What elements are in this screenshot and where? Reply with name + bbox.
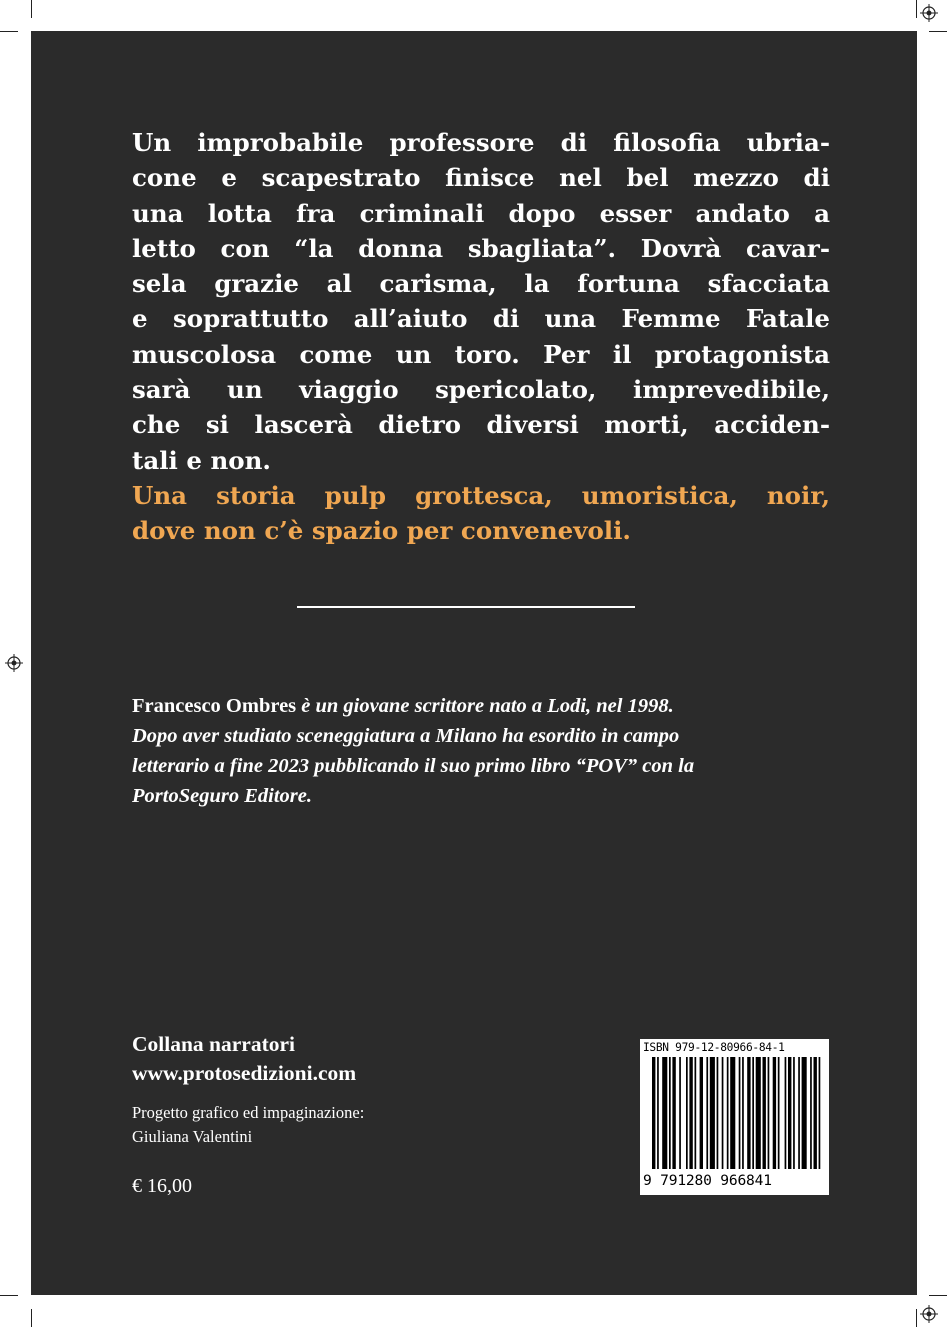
blurb-line: che si lascerà dietro diversi morti, acciden- <box>132 410 830 440</box>
blurb-line: cone e scapestrato finisce nel bel mezzo di <box>132 163 830 193</box>
barcode-bar <box>768 1057 770 1169</box>
blurb-line: tali e non. <box>132 445 271 475</box>
author-bio <box>132 691 830 811</box>
price: € 16,00 <box>132 1175 192 1197</box>
crop-mark <box>929 1295 947 1296</box>
crop-mark <box>31 1309 32 1327</box>
crop-mark <box>916 0 917 18</box>
barcode-bars <box>640 1057 829 1175</box>
back-cover <box>31 31 944 1295</box>
barcode-bar <box>763 1057 766 1169</box>
crop-mark <box>31 0 32 18</box>
crop-mark <box>929 31 947 32</box>
barcode-bar <box>669 1057 671 1169</box>
barcode-bar <box>785 1057 787 1169</box>
publisher-logo: π <box>922 1204 942 1235</box>
blurb-highlight-line: Una storia pulp grottesca, umoristica, noir, <box>132 480 830 510</box>
spine-text <box>922 241 944 598</box>
spine-title: È SOLO UN NOME <box>922 436 944 599</box>
blurb-line: muscolosa come un toro. Per il protagonista <box>132 339 830 369</box>
blurb-line: una lotta fra criminali dopo esser andato a <box>132 198 830 228</box>
barcode-bar <box>689 1057 692 1169</box>
barcode-bar <box>752 1057 754 1169</box>
barcode-bar <box>717 1057 719 1169</box>
bio-author-name: Francesco Ombres <box>132 695 297 717</box>
credits-label: Progetto grafico ed impaginazione: <box>132 1103 365 1122</box>
credits-designer: Giuliana Valentini <box>132 1127 253 1146</box>
crop-mark <box>0 1295 18 1296</box>
bio-line <box>132 691 830 721</box>
blurb-line: sela grazie al carisma, la fortuna sfacciata <box>132 269 830 299</box>
barcode-bar <box>710 1057 715 1169</box>
series-info <box>132 1030 356 1088</box>
registration-mark-icon <box>5 654 23 672</box>
barcode-bar <box>798 1057 800 1169</box>
bio-text: PortoSeguro Editore. <box>132 785 312 807</box>
barcode-bar <box>727 1057 729 1169</box>
barcode-digits: 9 791280 966841 <box>643 1172 772 1189</box>
barcode-bar <box>686 1057 688 1169</box>
registration-mark-icon <box>920 1305 938 1323</box>
barcode-bar <box>700 1057 703 1169</box>
barcode-bar <box>788 1057 791 1169</box>
barcode-bar <box>672 1057 675 1169</box>
barcode-bar <box>773 1057 776 1169</box>
series-name: Collana narratori <box>132 1032 296 1056</box>
barcode-bar <box>756 1057 761 1169</box>
barcode-bar <box>810 1057 812 1169</box>
barcode-bar <box>793 1057 795 1169</box>
barcode-bar <box>778 1057 780 1169</box>
barcode-bar <box>814 1057 817 1169</box>
crop-mark <box>0 31 18 32</box>
crop-mark <box>916 1309 917 1327</box>
bio-line <box>132 751 830 781</box>
barcode-bar <box>652 1057 655 1169</box>
blurb-line: sarà un viaggio spericolato, imprevedibile, <box>132 375 830 405</box>
bio-text: è un giovane scrittore nato a Lodi, nel 1998. <box>296 695 674 717</box>
bio-text: letterario a fine 2023 pubblicando il suo primo libro “POV” con la <box>132 755 695 777</box>
blurb-line: letto con “la donna sbagliata”. Dovrà cavar- <box>132 233 830 263</box>
blurb-highlight-line: dove non c’è spazio per convenevoli. <box>132 516 631 546</box>
barcode-bar <box>747 1057 750 1169</box>
barcode-bar <box>657 1057 659 1169</box>
blurb-line: Un improbabile professore di filosofia ubria- <box>132 128 830 157</box>
barcode-bar <box>695 1057 697 1169</box>
blurb-line: e soprattutto all’aiuto di una Femme Fatale <box>132 304 830 334</box>
barcode-bar <box>730 1057 735 1169</box>
barcode-bar <box>742 1057 744 1169</box>
bio-line <box>132 781 830 811</box>
publisher-website: www.protosedizioni.com <box>132 1061 357 1085</box>
barcode-bar <box>662 1057 667 1169</box>
divider <box>297 606 635 608</box>
registration-mark-icon <box>920 4 938 22</box>
design-credits <box>132 1101 364 1149</box>
bio-line <box>132 721 830 751</box>
bio-text: Dopo aver studiato sceneggiatura a Milano ha esordito in campo <box>132 725 680 747</box>
spine-author: Francesco Ombres <box>922 241 944 411</box>
blurb <box>132 125 830 549</box>
barcode-bar <box>679 1057 681 1169</box>
barcode <box>640 1039 829 1195</box>
barcode-bar <box>819 1057 821 1169</box>
barcode-bar <box>722 1057 724 1169</box>
barcode-bar <box>739 1057 741 1169</box>
barcode-bar <box>802 1057 807 1169</box>
barcode-bar <box>706 1057 708 1169</box>
isbn-label: ISBN 979-12-80966-84-1 <box>643 1041 785 1054</box>
